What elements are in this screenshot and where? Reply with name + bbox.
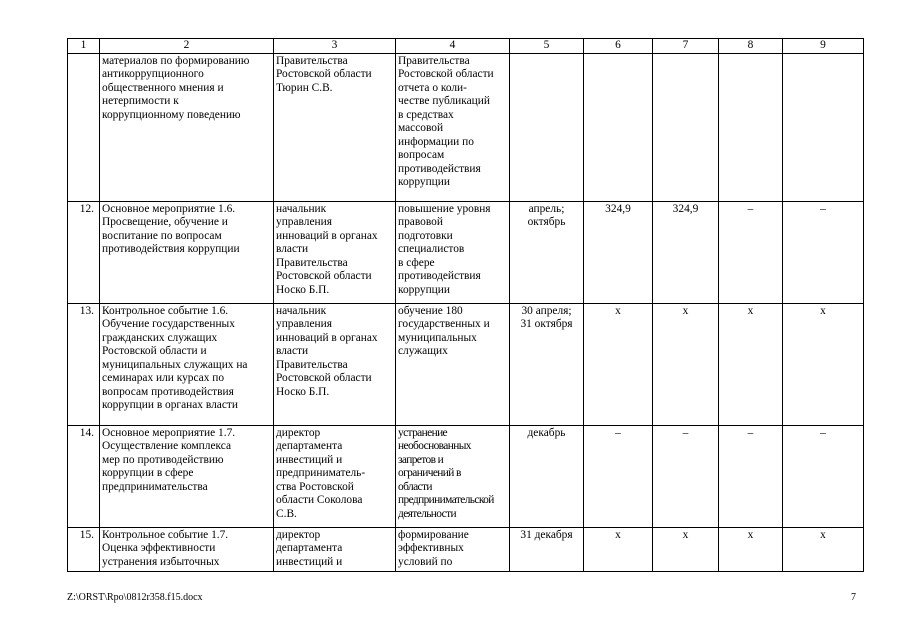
row-number: 15. [68, 527, 100, 571]
deadline-cell: 31 декабря [510, 527, 584, 571]
deadline-cell: апрель; октябрь [510, 201, 584, 303]
event-cell: Контрольное событие 1.6. Обучение государственных гражданских служащих Ростовской области и муниципальных служащих на семинарах или курсах по вопросам противодействия коррупции в органах власти [100, 303, 274, 425]
value-cell: х [719, 527, 783, 571]
value-cell: 324,9 [584, 201, 653, 303]
table-row [68, 303, 864, 425]
responsible-cell: директор департамента инвестиций и [274, 527, 396, 571]
event-cell: Основное мероприятие 1.6. Просвещение, обучение и воспитание по вопросам противодействия коррупции [100, 201, 274, 303]
deadline-cell: декабрь [510, 425, 584, 527]
program-events-table [67, 38, 864, 572]
value-cell [783, 53, 864, 201]
value-cell: х [584, 303, 653, 425]
responsible-cell: Правительства Ростовской области Тюрин С.В. [274, 53, 396, 201]
result-cell: Правительства Ростовской области отчета о коли- честве публикаций в средствах массовой информации по вопросам противодействия коррупции [396, 53, 510, 201]
value-cell [584, 53, 653, 201]
result-cell: формирование эффективных условий по [396, 527, 510, 571]
header-cell: 8 [719, 39, 783, 54]
value-cell: – [584, 425, 653, 527]
value-cell: – [653, 425, 719, 527]
header-cell: 5 [510, 39, 584, 54]
value-cell: – [719, 425, 783, 527]
header-cell: 6 [584, 39, 653, 54]
event-cell: материалов по формированию антикоррупционного общественного мнения и нетерпимости к коррупционному поведению [100, 53, 274, 201]
value-cell: х [783, 303, 864, 425]
header-cell: 1 [68, 39, 100, 54]
result-cell: устранение необоснованных запретов и ограничений в области предпринимательской деятельности [396, 425, 510, 527]
file-path: Z:\ORST\Rpo\0812r358.f15.docx [67, 592, 203, 603]
table-row [68, 201, 864, 303]
responsible-cell: начальник управления инноваций в органах власти Правительства Ростовской области Носко Б.П. [274, 303, 396, 425]
responsible-cell: начальник управления инноваций в органах власти Правительства Ростовской области Носко Б.П. [274, 201, 396, 303]
header-cell: 2 [100, 39, 274, 54]
value-cell: 324,9 [653, 201, 719, 303]
table-header-row [68, 39, 864, 54]
header-cell: 7 [653, 39, 719, 54]
result-cell: обучение 180 государственных и муниципальных служащих [396, 303, 510, 425]
event-cell: Контрольное событие 1.7. Оценка эффективности устранения избыточных [100, 527, 274, 571]
row-number: 13. [68, 303, 100, 425]
row-number: 14. [68, 425, 100, 527]
deadline-cell [510, 53, 584, 201]
value-cell: – [719, 201, 783, 303]
value-cell: х [653, 303, 719, 425]
value-cell [653, 53, 719, 201]
table-row [68, 53, 864, 201]
value-cell: х [584, 527, 653, 571]
responsible-cell: директор департамента инвестиций и предприниматель- ства Ростовской области Соколова С.В. [274, 425, 396, 527]
event-cell: Основное мероприятие 1.7. Осуществление комплекса мер по противодействию коррупции в сфере предпринимательства [100, 425, 274, 527]
value-cell: – [783, 201, 864, 303]
value-cell: х [653, 527, 719, 571]
row-number [68, 53, 100, 201]
value-cell: – [783, 425, 864, 527]
row-number: 12. [68, 201, 100, 303]
header-cell: 9 [783, 39, 864, 54]
deadline-cell: 30 апреля; 31 октября [510, 303, 584, 425]
value-cell: х [719, 303, 783, 425]
table-row [68, 425, 864, 527]
table-row [68, 527, 864, 571]
page-number: 7 [851, 592, 856, 603]
header-cell: 4 [396, 39, 510, 54]
value-cell [719, 53, 783, 201]
header-cell: 3 [274, 39, 396, 54]
value-cell: х [783, 527, 864, 571]
result-cell: повышение уровня правовой подготовки специалистов в сфере противодействия коррупции [396, 201, 510, 303]
